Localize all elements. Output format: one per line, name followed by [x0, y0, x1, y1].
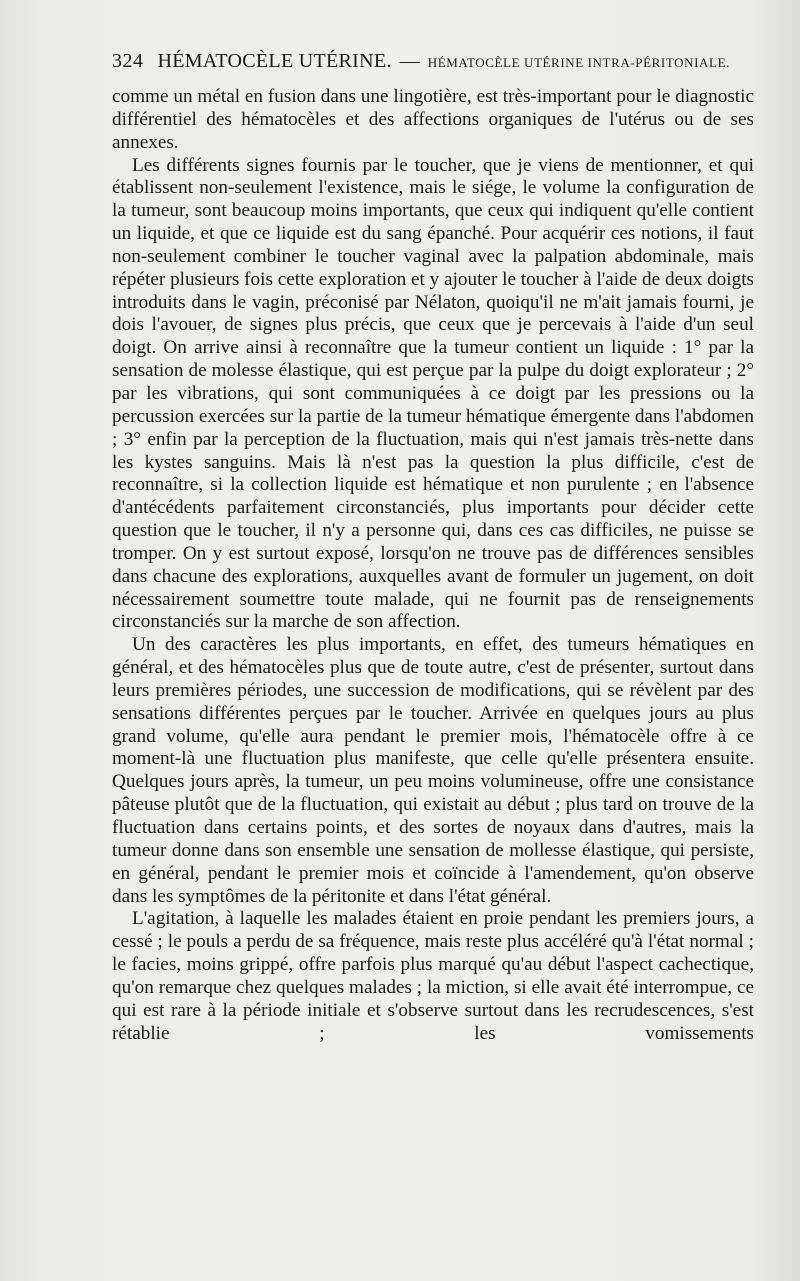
paragraph-hematic-tumors: Un des caractères les plus importants, en effet, des tumeurs hématiques en général, et des hématocèles plus que de toute autre, c'est de présenter, surtout dans leurs premières périodes, une succession de modifications, qui se révèlent par des sensations différentes perçues par le toucher. Arrivée en quelques jours au plus grand volume, qu'elle aura pendant le premier mois, l'hématocèle offre à ce moment-là une fluctuation plus manifeste, que celle qu'elle présentera ensuite. Quelques jours après, la tumeur, un peu moins volumineuse, offre une consistance pâteuse plutôt que de la fluctuation, qui existait au début ; plus tard on trouve de la fluctuation dans certains points, et des sortes de noyaux dans d'autres, mais la tumeur donne dans son ensemble une sensation de mollesse élastique, qui persiste, en général, pendant le premier mois et coïncide à l'amendement, qu'on observe dans les symptômes de la péritonite et dans l'état général.	[112, 634, 754, 907]
running-title: HÉMATOCÈLE UTÉRINE.	[157, 50, 392, 72]
page-number: 324	[112, 50, 144, 72]
section-title: HÉMATOCÈLE UTÉRINE INTRA-PÉRITONIALE.	[427, 55, 730, 70]
paragraph-agitation: L'agitation, à laquelle les malades étaient en proie pendant les premiers jours, a cessé ; le pouls a perdu de sa fréquence, mais reste plus accéléré qu'à l'état normal ; le facies, moins grippé, offre parfois plus marqué qu'au début l'aspect cachectique, qu'on remarque chez quelques malades ; la miction, si elle avait été interrompue, ce qui est rare à la période initiale et s'observe surtout dans les recrudescences, s'est rétablie ; les vomissements	[112, 908, 754, 1044]
paragraph-continued: comme un métal en fusion dans une lingotière, est très-important pour le diagnostic différentiel des hématocèles et des affections organiques de l'utérus ou de ses annexes.	[112, 86, 754, 153]
running-header	[112, 49, 752, 75]
body-text	[112, 86, 754, 1045]
header-separator: —	[399, 50, 420, 72]
paragraph-touch-signs: Les différents signes fournis par le toucher, que je viens de mentionner, et qui établissent non-seulement l'existence, mais le siége, le volume la configuration de la tumeur, sont beaucoup moins importants, que ceux qui indiquent qu'elle contient un liquide, et que ce liquide est du sang épanché. Pour acquérir ces notions, il faut non-seulement combiner le toucher vaginal avec la palpation abdominale, mais répéter plusieurs fois cette exploration et y ajouter le toucher à l'aide de deux doigts introduits dans le vagin, préconisé par Nélaton, quoiqu'il ne m'ait jamais fourni, je dois l'avouer, de signes plus précis, que ceux que je percevais à l'aide d'un seul doigt. On arrive ainsi à reconnaître que la tumeur contient un liquide : 1° par la sensation de molesse élastique, qui est perçue par la pulpe du doigt explorateur ; 2° par les vibrations, qui sont communiquées à ce doigt par les pressions ou la percussion exercées sur la partie de la tumeur hématique émergente dans l'abdomen ; 3° enfin par la perception de la fluctuation, mais qui n'est jamais très-nette dans les kystes sanguins. Mais là n'est pas la question la plus difficile, c'est de reconnaître, si la collection liquide est hématique et non purulente ; en l'absence d'antécédents parfaitement circonstanciés, plus importants pour décider cette question que le toucher, il n'y a personne qui, dans ces cas difficiles, ne puisse se tromper. On y est surtout exposé, lorsqu'on ne trouve pas de différences sensibles dans chacune des explorations, auxquelles avant de formuler un jugement, on doit nécessairement soumettre toute malade, qui ne fournit pas de renseignements circonstanciés sur la marche de son affection.	[112, 154, 754, 633]
